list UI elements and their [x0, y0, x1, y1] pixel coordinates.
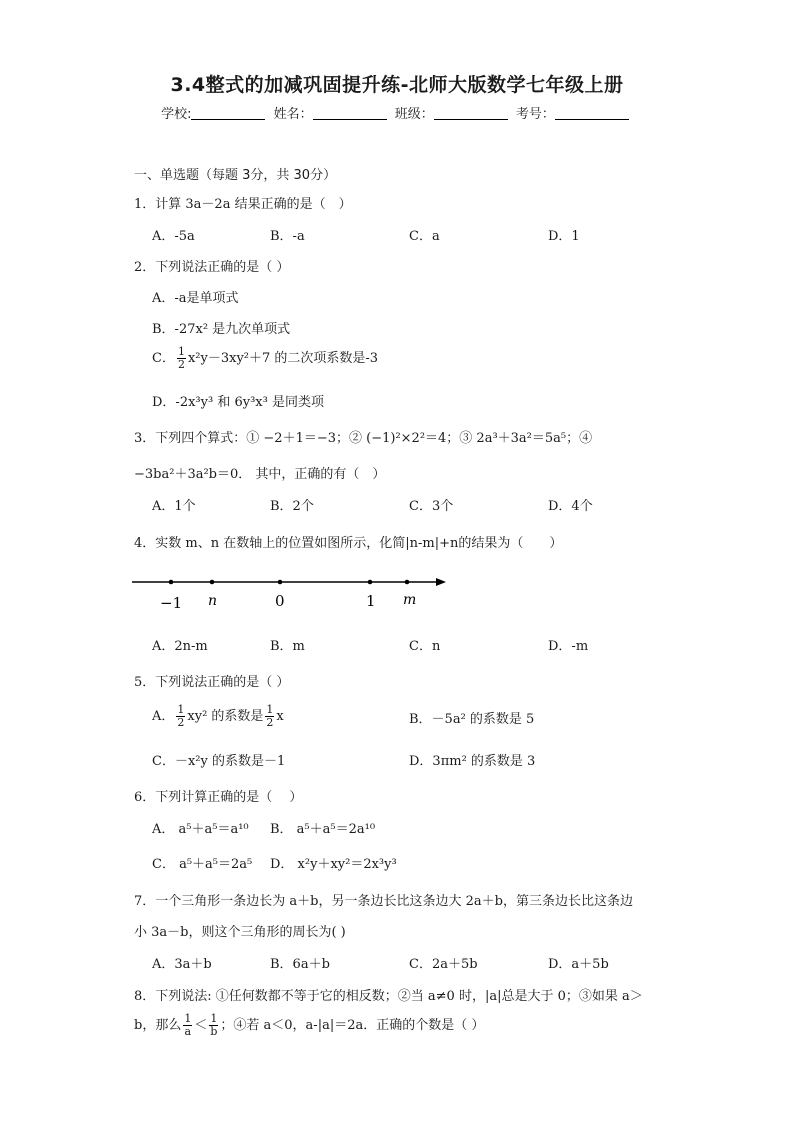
exam-no-blank[interactable] [555, 106, 629, 120]
q1-option-c: C．a [409, 229, 440, 244]
fraction-one-half: $\frac{1}{2}$ [266, 703, 274, 729]
q1-option-a: A．-5a [152, 229, 195, 244]
question-6-stem: 6．下列计算正确的是（ ） [134, 790, 303, 805]
q4-option-a: A．2n-m [152, 639, 208, 654]
label-one: 1 [366, 592, 376, 610]
question-4-stem: 4．实数 m、n 在数轴上的位置如图所示，化简|n-m|+n的结果为（ ） [134, 536, 563, 551]
q6-option-c: C． a⁵＋a⁵＝2a⁵ [152, 857, 253, 872]
q4-option-c: C．n [409, 639, 441, 654]
q1-option-b: B．-a [270, 229, 305, 244]
q2-c-prefix: C． [152, 351, 175, 366]
q7-option-c: C．2a＋5b [409, 957, 478, 972]
student-info-row [0, 103, 794, 122]
q3-option-a: A．1个 [152, 499, 196, 514]
number-line-figure [130, 572, 460, 620]
question-8-stem-line2: b，那么 $\frac{1}{a}$ ＜ $\frac{1}{b}$ ；④若 a＜0，a-|a|＝2a．正确的个数是（ ） [134, 1012, 485, 1038]
exam-no-label: 考号： [515, 107, 555, 122]
point-one [368, 580, 373, 585]
label-n: n [208, 593, 218, 609]
point-n [210, 580, 215, 585]
q1-option-d: D．1 [548, 229, 580, 244]
q5-option-c: C．－x²y 的系数是－1 [152, 754, 286, 769]
fraction-one-half: $\frac{1}{2}$ [177, 703, 185, 729]
label-zero: 0 [275, 592, 285, 610]
q5-option-d: D．3πm² 的系数是 3 [409, 754, 536, 769]
q3-option-d: D．4个 [548, 499, 593, 514]
question-8-stem-line1: 8．下列说法: ①任何数都不等于它的相反数；②当 a≠0 时，|a|总是大于 0；③如果 a＞ [134, 989, 643, 1004]
q3-option-c: C．3个 [409, 499, 454, 514]
q7-option-b: B．6a＋b [270, 957, 330, 972]
label-neg1: −1 [160, 594, 183, 612]
question-3-stem-line1: 3．下列四个算式：① −2＋1＝−3；② (−1)²×2²＝4；③ 2a³＋3a²＝5a⁵；④ [134, 431, 593, 446]
q5-option-a: A． $\frac{1}{2}$ xy² 的系数是 $\frac{1}{2}$ x [152, 703, 284, 729]
name-label: 姓名： [273, 107, 313, 122]
label-m: m [403, 592, 417, 608]
q2-option-a: A．-a是单项式 [152, 291, 239, 306]
section-heading: 一、单选题（每题 3分，共 30分） [134, 168, 337, 183]
point-zero [278, 580, 283, 585]
q5-option-b: B．－5a² 的系数是 5 [409, 712, 535, 727]
q2-c-text: x²y－3xy²＋7 的二次项系数是-3 [187, 351, 379, 366]
point-m [405, 580, 410, 585]
q6-option-b: B． a⁵＋a⁵＝2a¹⁰ [270, 822, 376, 837]
q4-option-d: D．-m [548, 639, 589, 654]
question-2-stem: 2．下列说法正确的是（ ） [134, 260, 290, 275]
q2-option-b: B．-27x² 是九次单项式 [152, 322, 291, 337]
q3-option-b: B．2个 [270, 499, 314, 514]
q7-option-a: A．3a＋b [152, 957, 212, 972]
name-blank[interactable] [313, 106, 387, 120]
fraction-one-half: $\frac{1}{2}$ [177, 345, 185, 371]
q2-option-c [152, 346, 378, 371]
page-title: 3.4整式的加减巩固提升练-北师大版数学七年级上册 [170, 74, 624, 96]
q6-option-a: A． a⁵＋a⁵＝a¹⁰ [152, 822, 249, 837]
question-5-stem: 5．下列说法正确的是（ ） [134, 675, 290, 690]
question-1-stem: 1．计算 3a－2a 结果正确的是（ ） [134, 197, 352, 212]
school-label: 学校: [161, 107, 192, 122]
fraction-one-over-a: $\frac{1}{a}$ [184, 1012, 192, 1038]
class-label: 班级： [394, 107, 434, 122]
class-blank[interactable] [434, 106, 508, 120]
arrow-head-icon [436, 578, 446, 586]
q2-option-d: D．-2x³y³ 和 6y³x³ 是同类项 [152, 395, 324, 410]
q4-option-b: B．m [270, 639, 305, 654]
fraction-one-over-b: $\frac{1}{b}$ [210, 1012, 218, 1038]
question-7-stem-line1: 7．一个三角形一条边长为 a＋b，另一条边长比这条边大 2a＋b，第三条边长比这条边 [134, 894, 633, 909]
q7-option-d: D．a＋5b [548, 957, 609, 972]
q6-option-d: D． x²y＋xy²＝2x³y³ [270, 857, 397, 872]
school-blank[interactable] [191, 106, 265, 120]
question-7-stem-line2: 小 3a－b，则这个三角形的周长为( ) [134, 925, 346, 940]
point-neg1 [169, 580, 174, 585]
question-3-stem-line2: −3ba²＋3a²b＝0． 其中，正确的有（ ） [134, 467, 386, 482]
